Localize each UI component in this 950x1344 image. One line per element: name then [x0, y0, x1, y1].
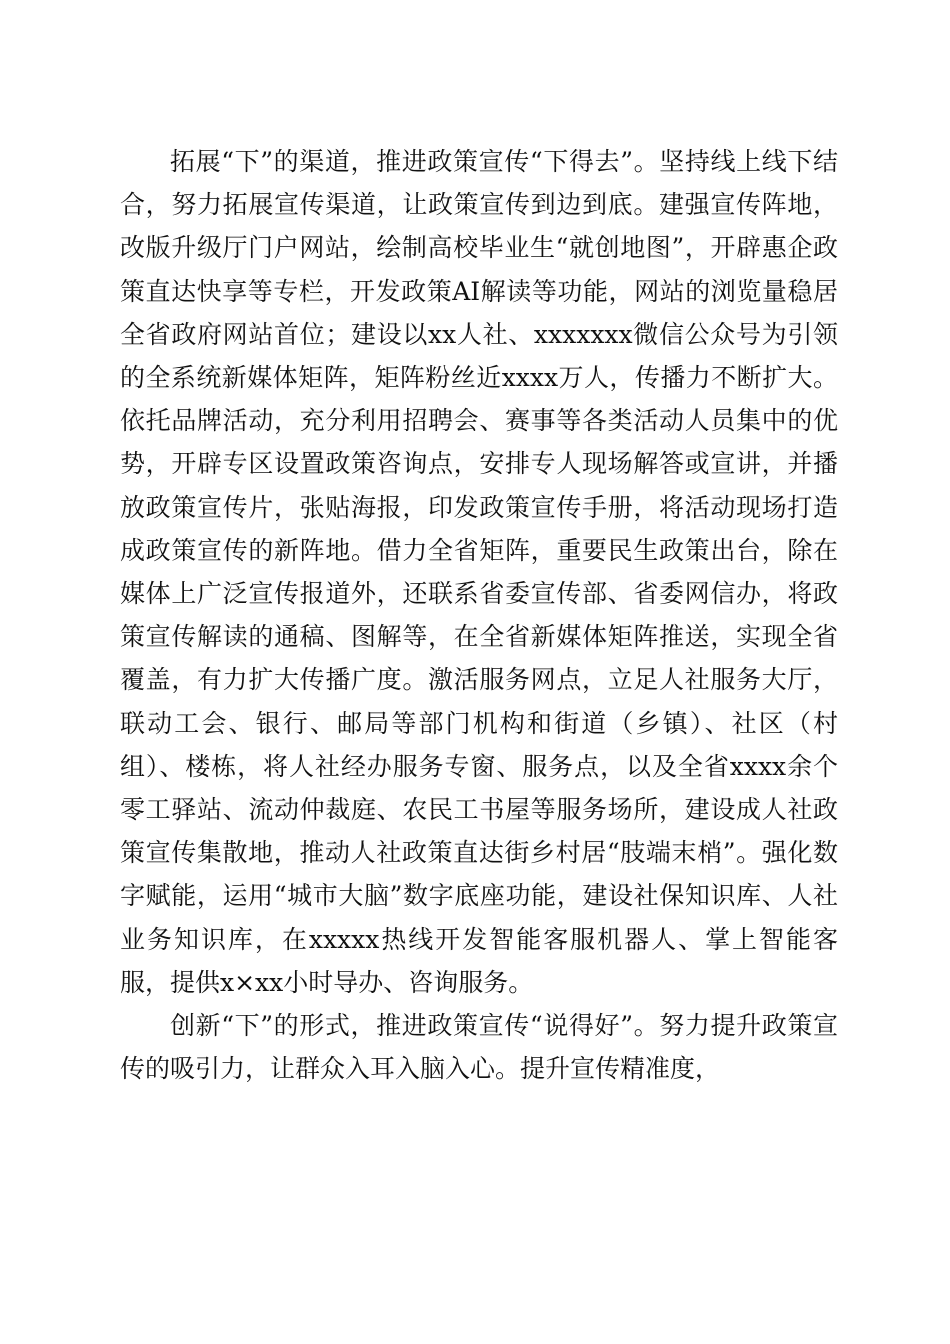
paragraph-forms: 创新“下”的形式，推进政策宣传“说得好”。努力提升政策宣传的吸引力，让群众入耳入脑入心。提升宣传精准度，	[120, 1011, 838, 1084]
document-body	[120, 140, 838, 1090]
paragraph-channels: 拓展“下”的渠道，推进政策宣传“下得去”。坚持线上线下结合，努力拓展宣传渠道，让政策宣传到边到底。建强宣传阵地，改版升级厅门户网站，绘制高校毕业生“就创地图”，开辟惠企政策直达快享等专栏，开发政策AI解读等功能，网站的浏览量稳居全省政府网站首位；建设以xx人社、xxxxxxx微信公众号为引领的全系统新媒体矩阵，矩阵粉丝近xxxx万人，传播力不断扩大。依托品牌活动，充分利用招聘会、赛事等各类活动人员集中的优势，开辟专区设置政策咨询点，安排专人现场解答或宣讲，并播放政策宣传片，张贴海报，印发政策宣传手册，将活动现场打造成政策宣传的新阵地。借力全省矩阵，重要民生政策出台，除在媒体上广泛宣传报道外，还联系省委宣传部、省委网信办，将政策宣传解读的通稿、图解等，在全省新媒体矩阵推送，实现全省覆盖，有力扩大传播广度。激活服务网点，立足人社服务大厅，联动工会、银行、邮局等部门机构和街道（乡镇）、社区（村组）、楼栋，将人社经办服务专窗、服务点，以及全省xxxx余个零工驿站、流动仲裁庭、农民工书屋等服务场所，建设成人社政策宣传集散地，推动人社政策直达街乡村居“肢端末梢”。强化数字赋能，运用“城市大脑”数字底座功能，建设社保知识库、人社业务知识库，在xxxxx热线开发智能客服机器人、掌上智能客服，提供x×xx小时导办、咨询服务。	[120, 147, 838, 997]
